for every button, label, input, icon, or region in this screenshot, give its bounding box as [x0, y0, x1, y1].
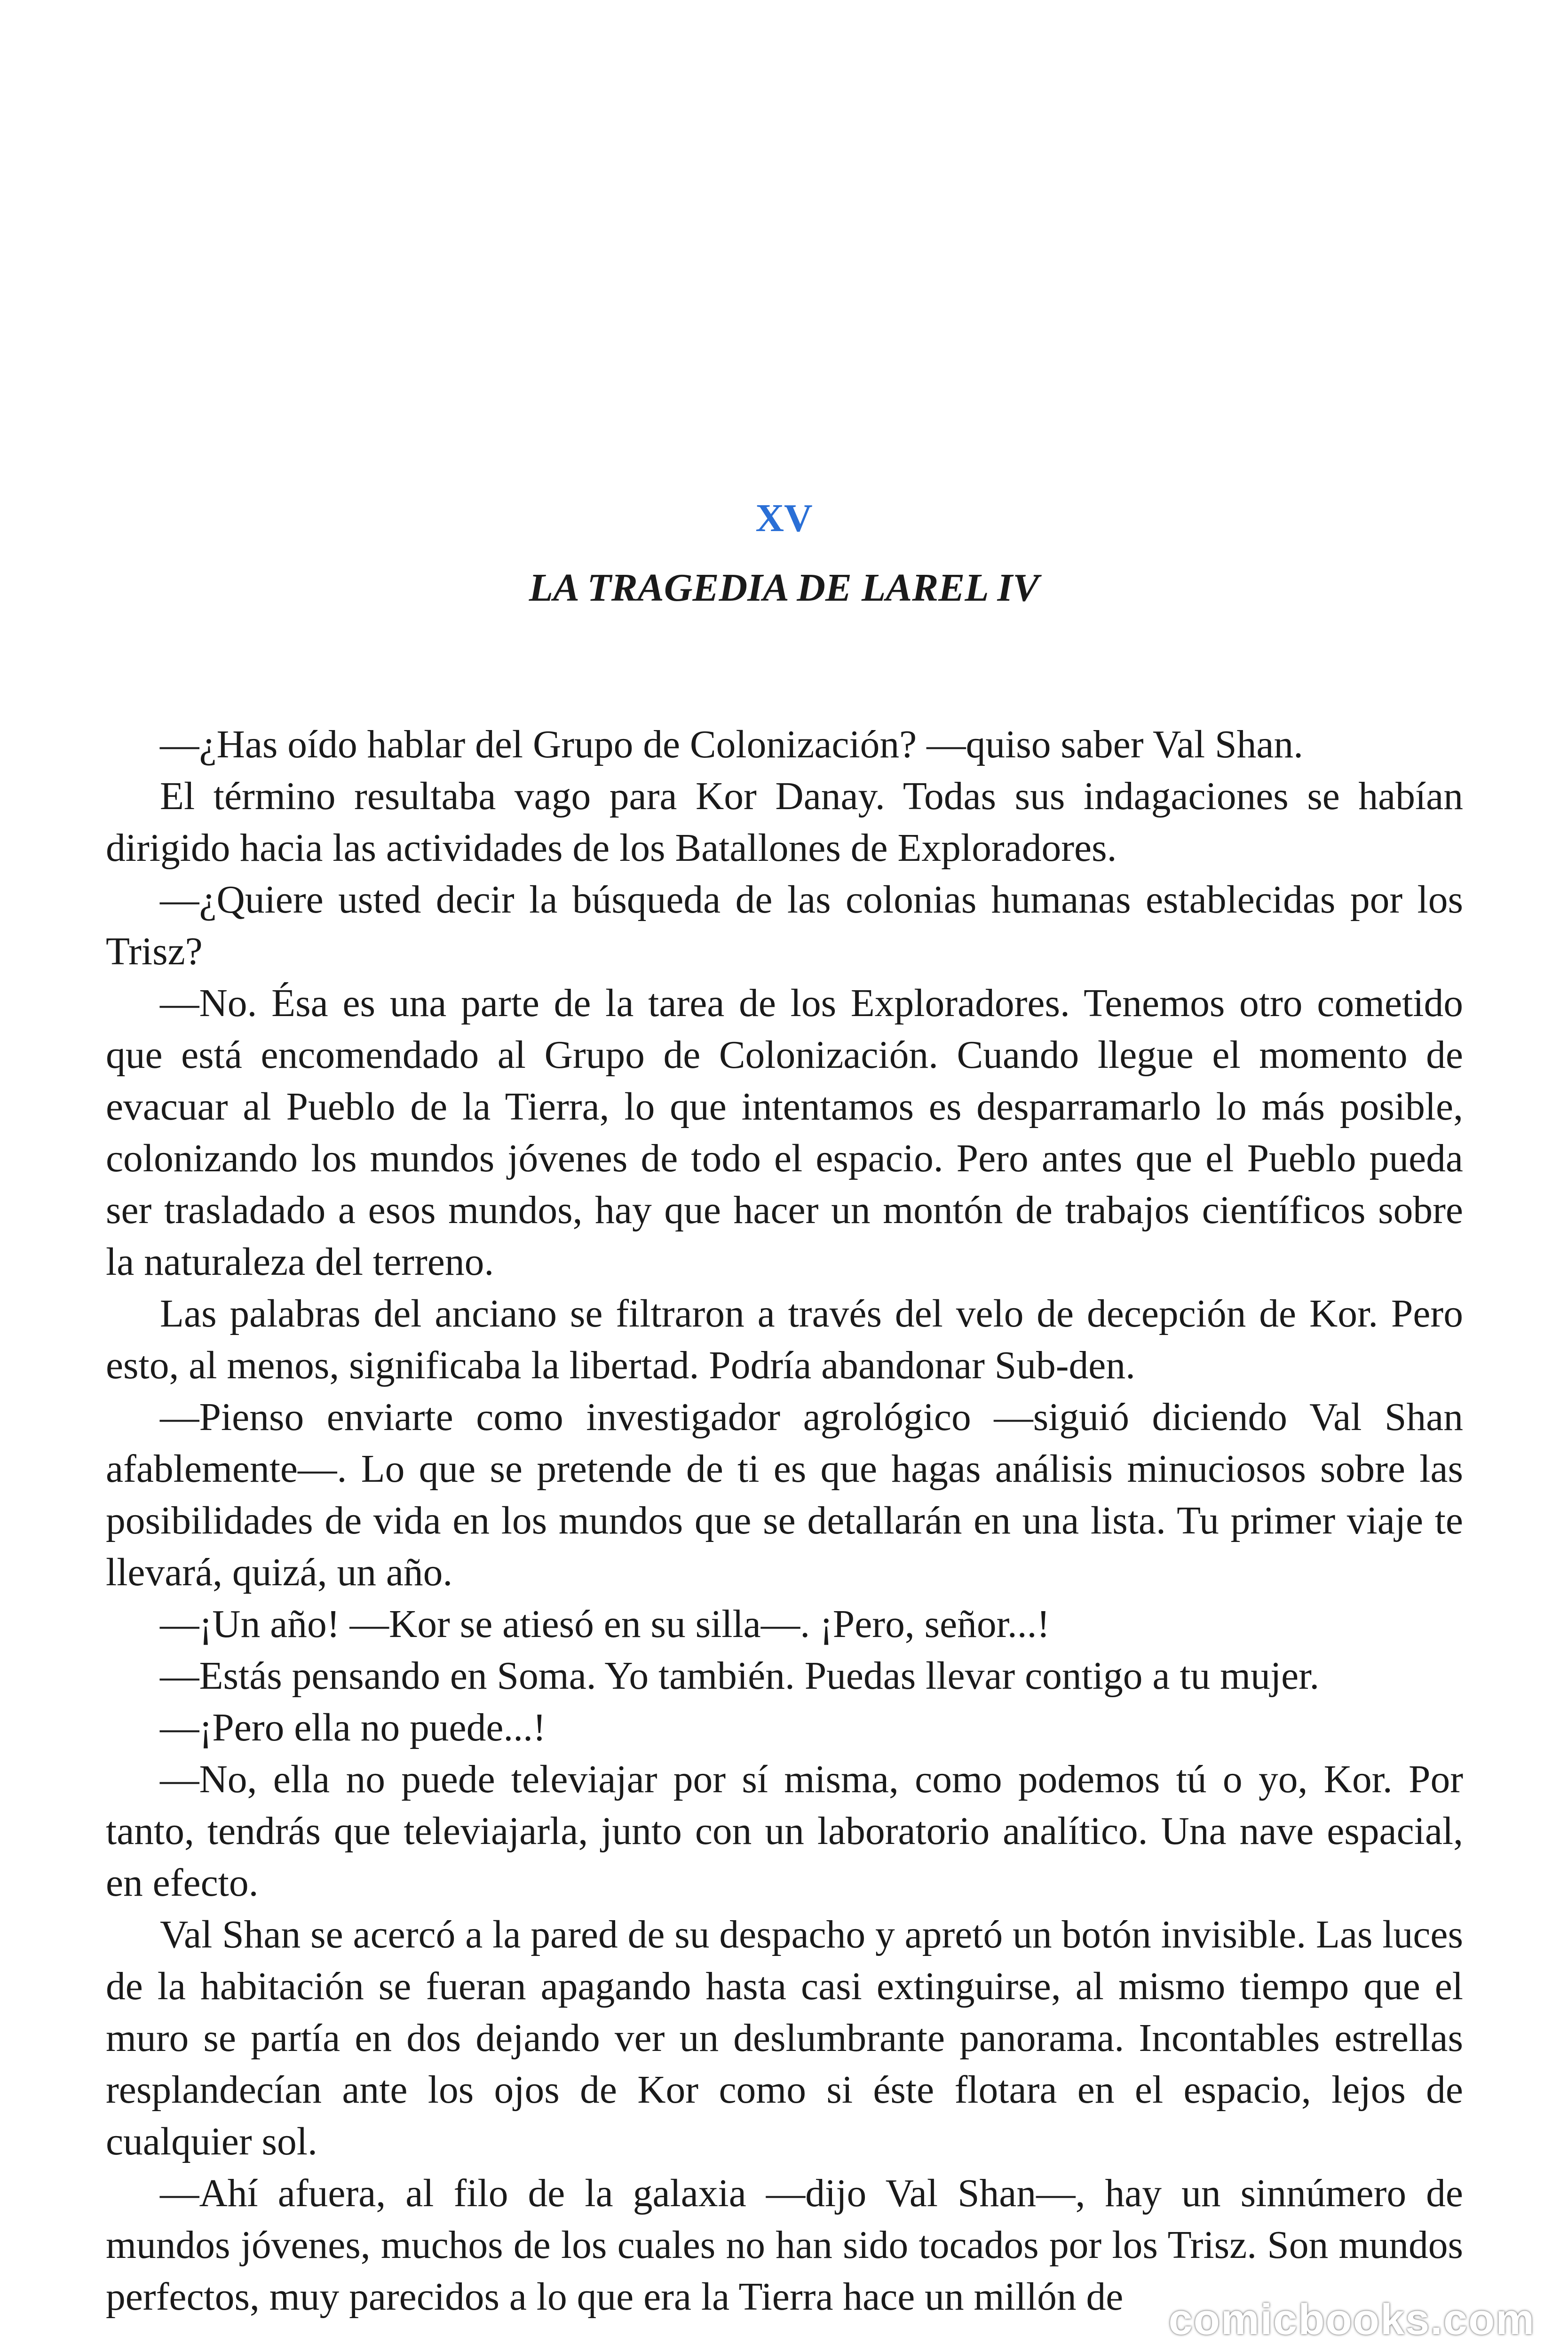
chapter-body: [106, 719, 1463, 2323]
paragraph: —No, ella no puede televiajar por sí misma, como podemos tú o yo, Kor. Por tanto, tendrás que televiajarla, junto con un laboratorio analítico. Una nave espacial, en efecto.: [106, 1758, 1463, 1905]
paragraph: Las palabras del anciano se filtraron a través del velo de decepción de Kor. Pero esto, al menos, significaba la libertad. Podría abandonar Sub-den.: [106, 1292, 1463, 1387]
watermark-logo: comicbooks.com: [1168, 2296, 1535, 2344]
chapter-number: XV: [755, 496, 813, 540]
paragraph: —No. Ésa es una parte de la tarea de los Exploradores. Tenemos otro cometido que está encomendado al Grupo de Colonización. Cuando llegue el momento de evacuar al Pueblo de la Tierra, lo que intentamos es desparramarlo lo más posible, colonizando los mundos jóvenes de todo el espacio. Pero antes que el Pueblo pueda ser trasladado a esos mundos, hay que hacer un montón de trabajos científicos sobre la naturaleza del terreno.: [106, 982, 1463, 1284]
paragraph: —¿Quiere usted decir la búsqueda de las colonias humanas establecidas por los Trisz?: [106, 878, 1463, 973]
paragraph: —Estás pensando en Soma. Yo también. Puedas llevar contigo a tu mujer.: [160, 1654, 1320, 1698]
paragraph: —¡Pero ella no puede...!: [160, 1706, 546, 1749]
paragraph: —Ahí afuera, al filo de la galaxia —dijo Val Shan—, hay un sinnúmero de mundos jóvenes, muchos de los cuales no han sido tocados por los Trisz. Son mundos perfectos, muy parecidos a lo que era la Tierra hace un millón de: [106, 2172, 1463, 2319]
paragraph: Val Shan se acercó a la pared de su despacho y apretó un botón invisible. Las luces de la habitación se fueran apagando hasta casi extinguirse, al mismo tiempo que el muro se partía en dos dejando ver un deslumbrante panorama. Incontables estrellas resplandecían ante los ojos de Kor como si éste flotara en el espacio, lejos de cualquier sol.: [106, 1913, 1463, 2163]
paragraph: El término resultaba vago para Kor Danay. Todas sus indagaciones se habían dirigido hacia las actividades de los Batallones de Exploradores.: [106, 775, 1463, 870]
paragraph: —Pienso enviarte como investigador agrológico —siguió diciendo Val Shan afablemente—. Lo que se pretende de ti es que hagas análisis minuciosos sobre las posibilidades de vida en los mundos que se detallarán en una lista. Tu primer viaje te llevará, quizá, un año.: [106, 1396, 1463, 1594]
chapter-title: LA TRAGEDIA DE LAREL IV: [529, 566, 1039, 610]
paragraph: —¿Has oído hablar del Grupo de Colonización? —quiso saber Val Shan.: [160, 723, 1303, 766]
paragraph: —¡Un año! —Kor se atiesó en su silla—. ¡Pero, señor...!: [160, 1603, 1050, 1646]
